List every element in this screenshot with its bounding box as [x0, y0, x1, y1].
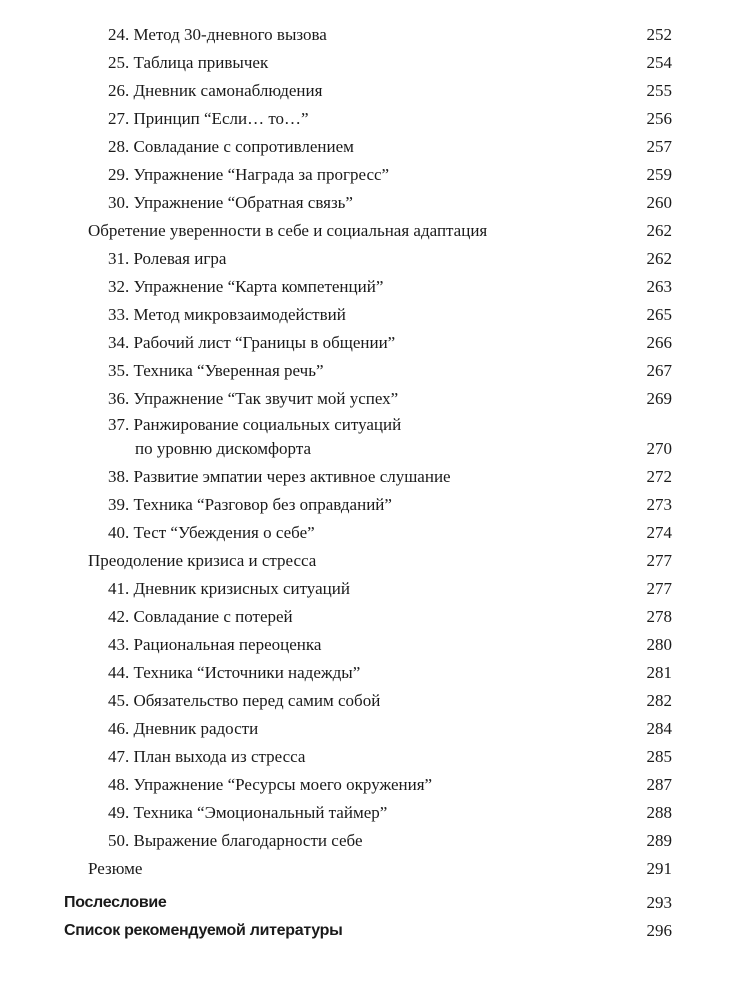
- toc-chapter: [0, 892, 750, 914]
- toc-entry-page: 266: [646, 333, 672, 352]
- toc-entry: [0, 80, 750, 102]
- toc-entry-title-continued: по уровню дискомфорта: [135, 439, 312, 458]
- toc-entry: [0, 248, 750, 270]
- toc-entry-title: 35. Техника “Уверенная речь”: [108, 361, 324, 380]
- toc-entry-page: 273: [646, 495, 672, 514]
- toc-entry-continuation: [0, 438, 750, 460]
- toc-entry: [0, 662, 750, 684]
- toc-entry-title: 34. Рабочий лист “Границы в общении”: [108, 333, 396, 352]
- toc-entry-title: 43. Рациональная переоценка: [108, 635, 322, 654]
- toc-section-page: 262: [646, 221, 672, 240]
- toc-entry: [0, 108, 750, 130]
- toc-entry-title: 31. Ролевая игра: [108, 249, 227, 268]
- toc-entry-page: 282: [646, 691, 672, 710]
- toc-entry-title: 39. Техника “Разговор без оправданий”: [108, 495, 392, 514]
- toc-entry-title: 46. Дневник радости: [108, 719, 259, 738]
- toc-section: [0, 550, 750, 572]
- toc-entry-page: 255: [646, 81, 672, 100]
- toc-entry: [0, 718, 750, 740]
- toc-section-title: Обретение уверенности в себе и социальная адаптация: [88, 221, 488, 240]
- toc-entry-page: 284: [646, 719, 672, 738]
- toc-entry-page: 281: [646, 663, 672, 682]
- toc-section: [0, 220, 750, 242]
- toc-entry: [0, 414, 750, 436]
- toc-entry: [0, 332, 750, 354]
- toc-entry: [0, 774, 750, 796]
- toc-entry: [0, 802, 750, 824]
- toc-section-title: Преодоление кризиса и стресса: [88, 551, 317, 570]
- toc-entry-title: 48. Упражнение “Ресурсы моего окружения”: [108, 775, 433, 794]
- toc-entry-title: 30. Упражнение “Обратная связь”: [108, 193, 353, 212]
- toc-entry-page: 280: [646, 635, 672, 654]
- toc-entry-page: 285: [646, 747, 672, 766]
- toc-chapter-page: 293: [646, 893, 672, 912]
- toc-entry-title: 45. Обязательство перед самим собой: [108, 691, 381, 710]
- toc-entry-page: 257: [646, 137, 672, 156]
- toc-entry-page: 262: [646, 249, 672, 268]
- toc-entry-page: 260: [646, 193, 672, 212]
- toc-section-title: Резюме: [88, 859, 143, 878]
- toc-entry-title: 24. Метод 30-дневного вызова: [108, 25, 327, 44]
- toc-entry-page: 288: [646, 803, 672, 822]
- toc-entry: [0, 276, 750, 298]
- toc-entry-title: 28. Совладание с сопротивлением: [108, 137, 354, 156]
- toc-entry-title: 47. План выхода из стресса: [108, 747, 306, 766]
- toc-entry-page: 259: [646, 165, 672, 184]
- toc-chapter-title: Список рекомендуемой литературы: [64, 922, 343, 939]
- toc-entry: [0, 690, 750, 712]
- toc-entry-title: 41. Дневник кризисных ситуаций: [108, 579, 350, 598]
- toc-entry-title: 38. Развитие эмпатии через активное слушание: [108, 467, 451, 486]
- toc-entry-page: 270: [646, 439, 672, 458]
- toc-entry-page: 269: [646, 389, 672, 408]
- toc-entry-page: 263: [646, 277, 672, 296]
- toc-entry-page: 272: [646, 467, 672, 486]
- toc-entry-title: 25. Таблица привычек: [108, 53, 269, 72]
- toc-entry: [0, 746, 750, 768]
- toc-entry: [0, 304, 750, 326]
- toc-entry: [0, 360, 750, 382]
- toc-entry-page: 277: [646, 579, 672, 598]
- toc-entry: [0, 136, 750, 158]
- toc-entry-title: 50. Выражение благодарности себе: [108, 831, 363, 850]
- toc-entry: [0, 494, 750, 516]
- toc-section-page: 291: [646, 859, 672, 878]
- toc-entry-title: 42. Совладание с потерей: [108, 607, 293, 626]
- toc-entry-title: 49. Техника “Эмоциональный таймер”: [108, 803, 388, 822]
- toc-entry-title: 37. Ранжирование социальных ситуаций: [108, 415, 402, 434]
- toc-entry: [0, 24, 750, 46]
- toc-entry: [0, 52, 750, 74]
- toc-entry: [0, 466, 750, 488]
- toc-entry-page: 287: [646, 775, 672, 794]
- toc-entry: [0, 634, 750, 656]
- toc-entry-title: 27. Принцип “Если… то…”: [108, 109, 309, 128]
- toc-entry-page: 265: [646, 305, 672, 324]
- toc-entry-title: 26. Дневник самонаблюдения: [108, 81, 323, 100]
- toc-entry: [0, 830, 750, 852]
- toc-entry: [0, 388, 750, 410]
- toc-chapter-title: Послесловие: [64, 894, 167, 911]
- toc-entry-page: 278: [646, 607, 672, 626]
- toc-entry: [0, 606, 750, 628]
- toc-entry: [0, 578, 750, 600]
- toc-section-page: 277: [646, 551, 672, 570]
- toc-entry: [0, 522, 750, 544]
- toc-entry: [0, 164, 750, 186]
- toc-entry-page: 289: [646, 831, 672, 850]
- toc-chapter-page: 296: [646, 921, 672, 940]
- toc-entry-page: 274: [646, 523, 672, 542]
- toc-entry-page: 254: [646, 53, 672, 72]
- toc-section: [0, 858, 750, 880]
- toc-entry-title: 44. Техника “Источники надежды”: [108, 663, 361, 682]
- toc-entry-page: 267: [646, 361, 672, 380]
- toc-entry-title: 33. Метод микровзаимодействий: [108, 305, 346, 324]
- toc-chapter: [0, 920, 750, 942]
- toc-entry: [0, 192, 750, 214]
- toc-entry-title: 40. Тест “Убеждения о себе”: [108, 523, 315, 542]
- toc-entry-title: 32. Упражнение “Карта компетенций”: [108, 277, 384, 296]
- toc-entry-title: 29. Упражнение “Награда за прогресс”: [108, 165, 390, 184]
- toc-entry-page: 256: [646, 109, 672, 128]
- toc-entry-title: 36. Упражнение “Так звучит мой успех”: [108, 389, 399, 408]
- toc-entry-page: 252: [646, 25, 672, 44]
